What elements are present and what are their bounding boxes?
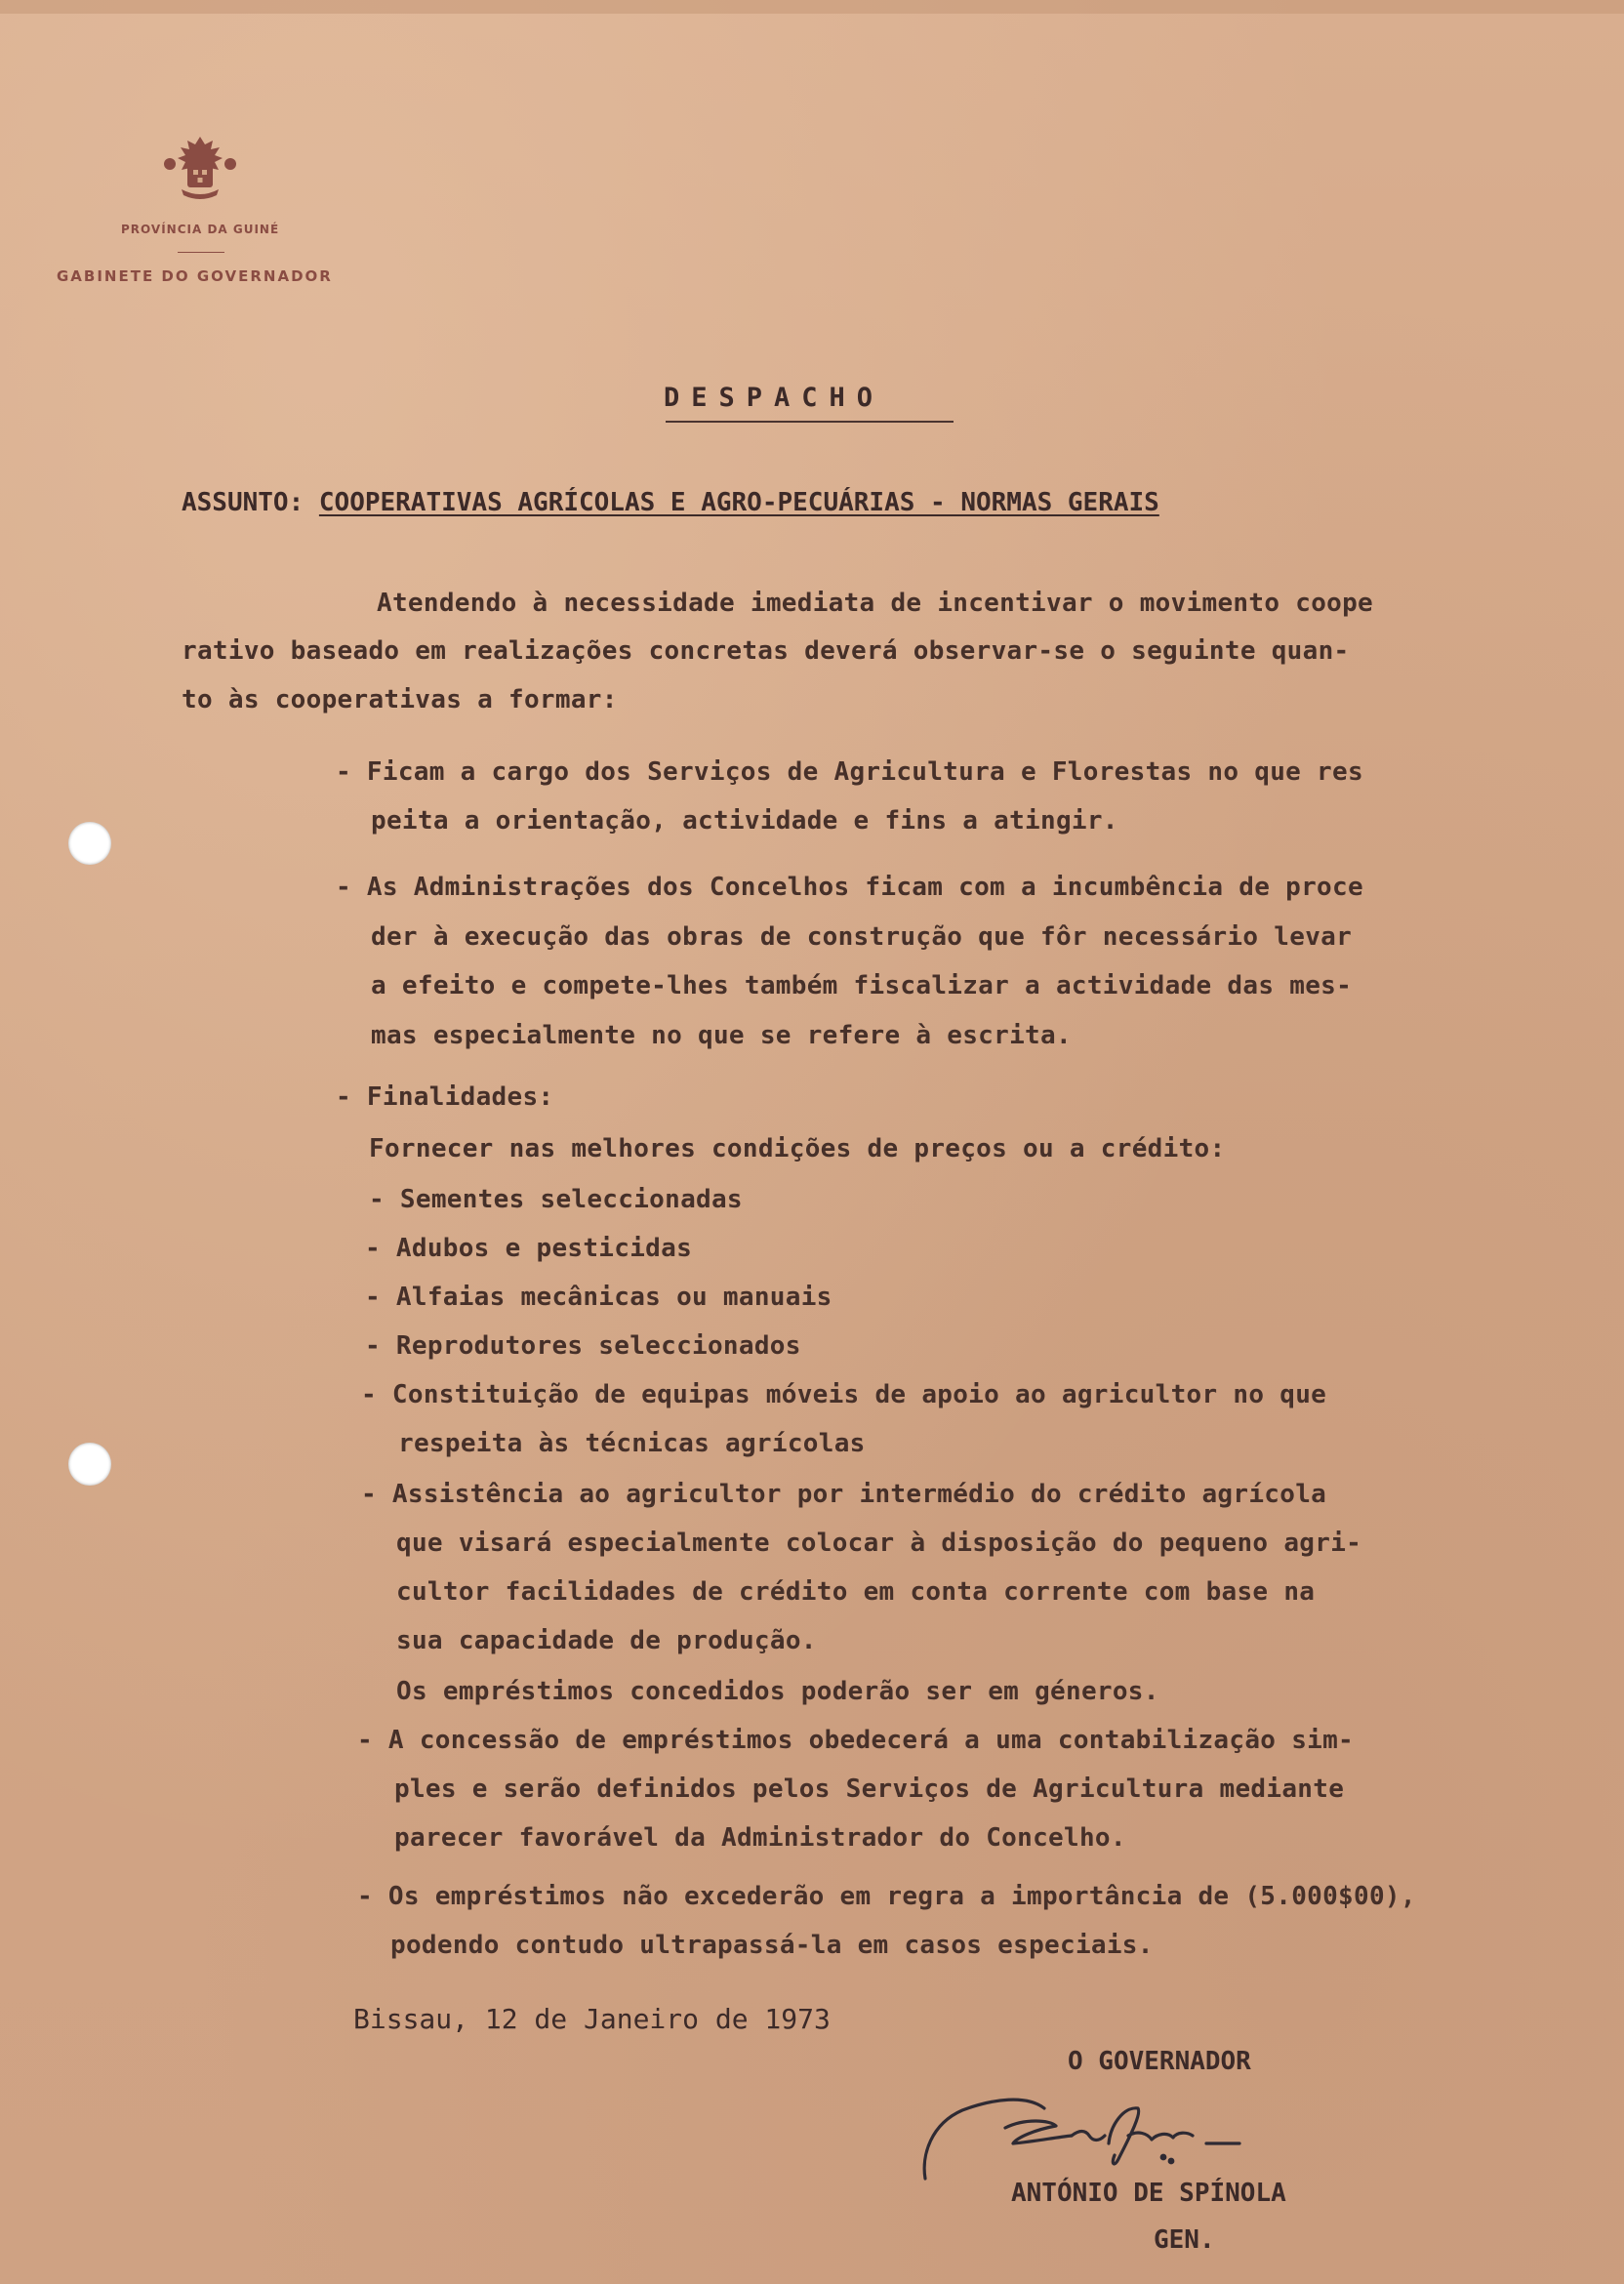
coat-of-arms-icon bbox=[158, 135, 242, 201]
punch-hole bbox=[68, 822, 111, 865]
signatory-title: O GOVERNADOR bbox=[1068, 2047, 1251, 2076]
purposes-item: - Adubos e pesticidas bbox=[365, 1234, 693, 1263]
services-line: - Ficam a cargo dos Serviços de Agricultura e Florestas no que res bbox=[336, 757, 1363, 787]
letterhead-office: GABINETE DO GOVERNADOR bbox=[57, 267, 333, 285]
purposes-intro: Fornecer nas melhores condições de preços ou a crédito: bbox=[369, 1134, 1226, 1163]
administrations-line: mas especialmente no que se refere à escrita. bbox=[371, 1021, 1072, 1050]
intro-line: to às cooperativas a formar: bbox=[182, 685, 618, 714]
heading-underline bbox=[666, 421, 954, 423]
handwritten-signature bbox=[908, 2050, 1337, 2186]
loans-accounting-line: - A concessão de empréstimos obedecerá a uma contabilização sim- bbox=[357, 1726, 1355, 1755]
punch-hole bbox=[68, 1443, 111, 1486]
place-date: Bissau, 12 de Janeiro de 1973 bbox=[353, 2003, 831, 2035]
assistance-line: - Assistência ao agricultor por intermédio do crédito agrícola bbox=[361, 1480, 1327, 1509]
paper-top-edge bbox=[0, 0, 1624, 14]
administrations-line: a efeito e compete-lhes também fiscalizar a actividade das mes- bbox=[371, 971, 1353, 1000]
purposes-label: - Finalidades: bbox=[336, 1082, 554, 1112]
signatory-rank: GEN. bbox=[1154, 2225, 1215, 2255]
subject-text: COOPERATIVAS AGRÍCOLAS E AGRO-PECUÁRIAS - NORMAS GERAIS bbox=[318, 488, 1159, 517]
purposes-item: - Alfaias mecânicas ou manuais bbox=[365, 1283, 832, 1312]
services-line: peita a orientação, actividade e fins a atingir. bbox=[371, 806, 1118, 836]
intro-line: Atendendo à necessidade imediata de incentivar o movimento coope bbox=[377, 589, 1374, 618]
loans-accounting-line: ples e serão definidos pelos Serviços de Agricultura mediante bbox=[394, 1774, 1345, 1804]
loans-limit-line: podendo contudo ultrapassá-la em casos especiais. bbox=[390, 1931, 1154, 1960]
administrations-line: - As Administrações dos Concelhos ficam com a incumbência de proce bbox=[336, 873, 1363, 902]
letterhead-province: PROVÍNCIA DA GUINÉ bbox=[121, 223, 280, 236]
purposes-item: - Reprodutores seleccionados bbox=[365, 1331, 801, 1361]
purposes-teams-line: respeita às técnicas agrícolas bbox=[398, 1429, 866, 1458]
subject-line bbox=[182, 488, 1159, 517]
intro-line: rativo baseado em realizações concretas deverá observar-se o seguinte quan- bbox=[182, 636, 1350, 666]
assistance-line: sua capacidade de produção. bbox=[396, 1626, 817, 1655]
purposes-item: - Sementes seleccionadas bbox=[369, 1185, 743, 1214]
assistance-line: Os empréstimos concedidos poderão ser em géneros. bbox=[396, 1677, 1159, 1706]
assistance-line: que visará especialmente colocar à disposição do pequeno agri- bbox=[396, 1529, 1362, 1558]
administrations-line: der à execução das obras de construção que fôr necessário levar bbox=[371, 922, 1353, 952]
loans-accounting-line: parecer favorável da Administrador do Concelho. bbox=[394, 1823, 1126, 1853]
purposes-teams-line: - Constituição de equipas móveis de apoio ao agricultor no que bbox=[361, 1380, 1327, 1409]
loans-limit-line: - Os empréstimos não excederão em regra a importância de (5.000$00), bbox=[357, 1882, 1416, 1911]
subject-label: ASSUNTO: bbox=[182, 488, 304, 517]
letterhead-divider bbox=[178, 252, 224, 253]
signatory-name: ANTÓNIO DE SPÍNOLA bbox=[1011, 2179, 1286, 2208]
assistance-line: cultor facilidades de crédito em conta corrente com base na bbox=[396, 1577, 1316, 1607]
document-heading: DESPACHO bbox=[664, 383, 885, 413]
